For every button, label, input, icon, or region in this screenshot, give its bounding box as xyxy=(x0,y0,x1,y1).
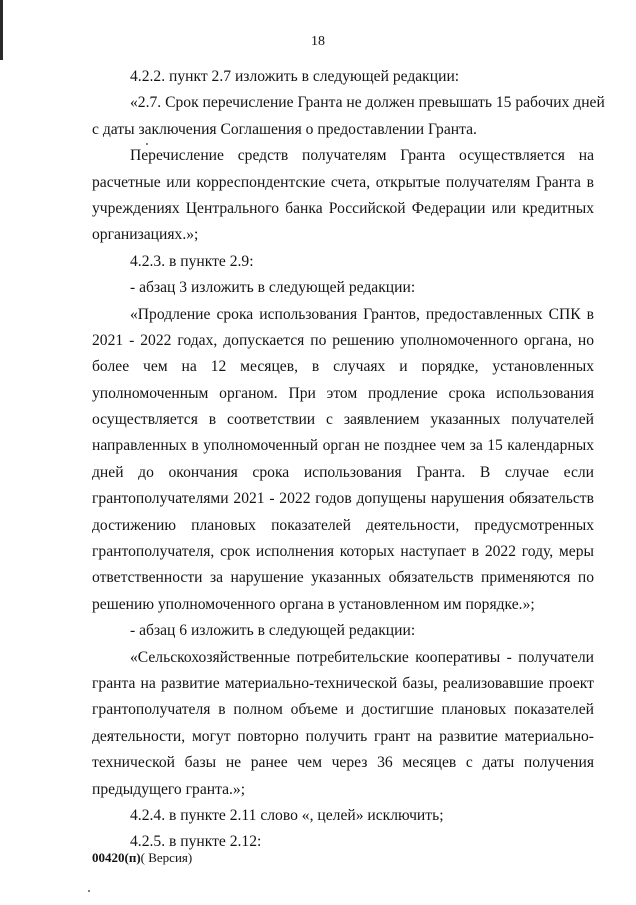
text-line xyxy=(92,196,594,222)
text-line-content: «Сельскохозяйственные потребительские кооперативы - получатели xyxy=(130,648,594,666)
text-line xyxy=(92,407,594,433)
text-line xyxy=(92,222,594,248)
text-line-content: «Продление срока использования Грантов, предоставленных СПК в xyxy=(130,305,594,323)
text-line xyxy=(92,803,594,829)
page-number: 18 xyxy=(311,34,325,49)
text-line-content: Перечисление средств получателям Гранта осуществляется на xyxy=(130,147,594,165)
text-line xyxy=(92,750,594,776)
text-line-content: - абзац 3 изложить в следующей редакции: xyxy=(130,279,416,297)
text-line-content: грантополучателями 2021 - 2022 годов допущены нарушения обязательств xyxy=(92,490,594,508)
text-line-content: осуществляется в соответствии с заявлением указанных получателей xyxy=(92,411,594,429)
text-line-content: гранта на развитие материально-технической базы, реализовавшие проект xyxy=(92,674,594,692)
text-line-content: с даты заключения Соглашения о предоставлении Гранта. xyxy=(92,120,477,138)
text-line-content: «2.7. Срок перечисление Гранта не должен превышать 15 рабочих дней xyxy=(130,94,605,112)
text-line-content: 4.2.5. в пункте 2.12: xyxy=(130,833,262,851)
text-line-content: деятельности, могут повторно получить грант на развитие материально- xyxy=(92,727,594,745)
text-line-content: грантополучателя, срок исполнения которых наступает в 2022 году, меры xyxy=(92,543,594,561)
text-line-content: направленных в уполномоченный орган не позднее чем за 15 календарных xyxy=(92,437,594,455)
text-line-content: достижению плановых показателей деятельности, предусмотренных xyxy=(92,516,594,534)
text-line xyxy=(92,513,594,539)
text-line-content: 2021 - 2022 годах, допускается по решению уполномоченного органа, но xyxy=(92,331,594,349)
text-line xyxy=(92,539,594,565)
text-line xyxy=(92,777,594,803)
text-line-content: 4.2.2. пункт 2.7 изложить в следующей редакции: xyxy=(130,68,460,85)
text-line xyxy=(92,328,594,354)
text-line-content: более чем на 12 месяцев, в случаях и порядке, установленных xyxy=(92,358,594,376)
text-line-content: ответственности за нарушение указанных обязательств применяются по xyxy=(92,569,594,587)
text-line xyxy=(92,565,594,591)
text-line-content: организациях.»; xyxy=(92,226,199,244)
text-line xyxy=(92,354,594,380)
text-line xyxy=(92,671,594,697)
text-line xyxy=(92,170,594,196)
text-line-content: - абзац 6 изложить в следующей редакции: xyxy=(130,622,416,640)
text-line xyxy=(92,433,594,459)
text-line-content: учреждениях Центрального банка Российской Федерации или кредитных xyxy=(92,199,594,217)
text-line xyxy=(92,645,594,671)
text-line-content: уполномоченным органом. При этом продление срока использования xyxy=(92,384,594,402)
document-footer xyxy=(92,850,192,866)
text-line xyxy=(92,275,594,301)
text-line xyxy=(92,381,594,407)
text-line xyxy=(92,90,605,116)
text-line xyxy=(92,592,594,618)
document-body xyxy=(92,64,605,856)
scan-speck xyxy=(146,143,148,145)
text-line-content: технической базы не ранее чем через 36 месяцев с даты получения xyxy=(92,754,594,772)
text-line-content: грантополучателя в полном объеме и достигшие плановых показателей xyxy=(92,701,594,719)
text-line xyxy=(92,64,594,90)
text-line xyxy=(92,697,594,723)
scan-speck xyxy=(88,890,90,892)
text-line xyxy=(92,460,594,486)
text-line-content: 4.2.4. в пункте 2.11 слово «, целей» исключить; xyxy=(130,806,444,824)
text-line-content: решению уполномоченного органа в установленном им порядке.»; xyxy=(92,595,535,613)
text-line xyxy=(92,143,594,169)
text-line xyxy=(92,724,594,750)
text-line-content: 4.2.3. в пункте 2.9: xyxy=(130,252,254,270)
text-line-content: предыдущего гранта.»; xyxy=(92,780,246,798)
scanned-page-edge xyxy=(0,0,3,60)
text-line xyxy=(92,249,594,275)
text-line-content: расчетные или корреспондентские счета, открытые получателям Гранта в xyxy=(92,173,594,191)
document-version: ( Версия) xyxy=(140,850,193,865)
text-line xyxy=(92,618,594,644)
text-line-content: дней до окончания срока использования Гранта. В случае если xyxy=(92,463,594,481)
text-line xyxy=(92,486,594,512)
document-code: 00420(п) xyxy=(92,850,141,865)
text-line xyxy=(92,302,594,328)
text-line xyxy=(92,117,594,143)
